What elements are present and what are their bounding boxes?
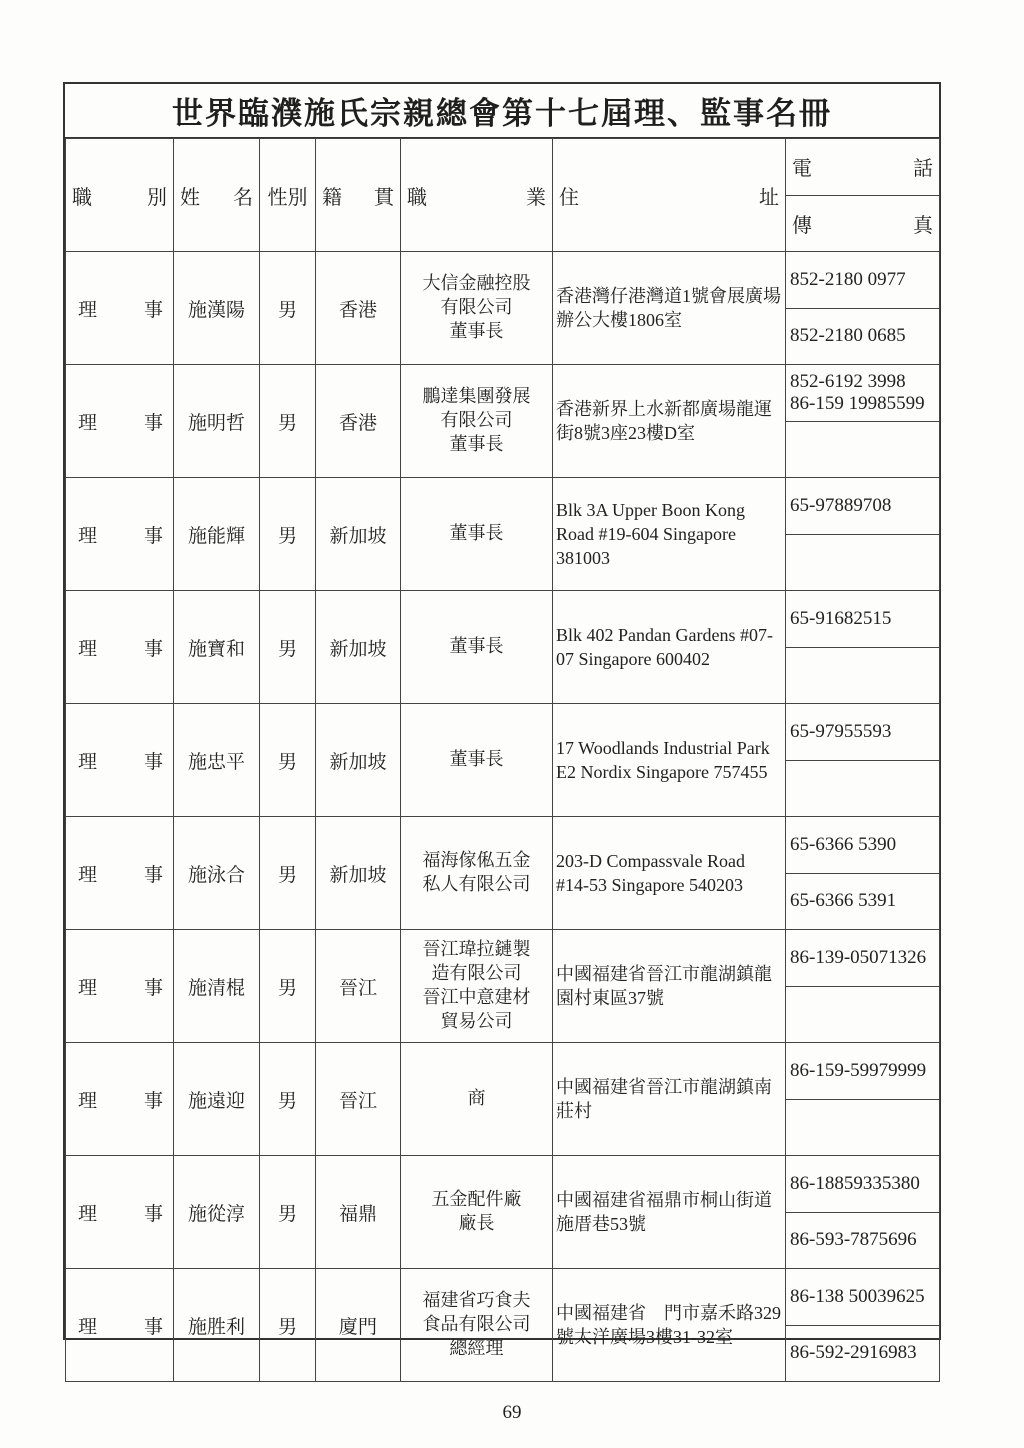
phone-fax-cell xyxy=(786,1156,940,1269)
fax-value xyxy=(786,761,939,817)
table-row xyxy=(66,478,940,591)
role-cell: 理 事 xyxy=(66,1043,174,1156)
phone-value: 65-97889708 xyxy=(786,478,939,535)
occupation-cell: 晉江瑋拉鏈製 造有限公司 晉江中意建材 貿易公司 xyxy=(401,930,553,1043)
header-fax: 傳 真 xyxy=(792,212,933,237)
phone-value: 65-97955593 xyxy=(786,704,939,761)
table-row xyxy=(66,817,940,930)
roster-sheet xyxy=(63,82,941,1364)
address-cell: Blk 3A Upper Boon Kong Road #19-604 Singapore 381003 xyxy=(553,478,786,591)
header-occupation: 職 業 xyxy=(401,139,553,252)
phone-value: 65-91682515 xyxy=(786,591,939,648)
occupation-cell: 商 xyxy=(401,1043,553,1156)
header-phone: 電 話 xyxy=(786,139,939,196)
role-cell: 理 事 xyxy=(66,1269,174,1382)
address-cell: 203-D Compassvale Road #14-53 Singapore 540203 xyxy=(553,817,786,930)
table-row xyxy=(66,252,940,365)
header-row xyxy=(66,139,940,252)
origin-cell: 新加坡 xyxy=(316,704,401,817)
name-cell: 施漢陽 xyxy=(174,252,260,365)
origin-cell: 廈門 xyxy=(316,1269,401,1382)
name-cell: 施寶和 xyxy=(174,591,260,704)
gender-cell: 男 xyxy=(260,1156,316,1269)
table-row xyxy=(66,704,940,817)
role-cell: 理 事 xyxy=(66,478,174,591)
name-cell: 施從淳 xyxy=(174,1156,260,1269)
origin-cell: 新加坡 xyxy=(316,591,401,704)
gender-cell: 男 xyxy=(260,704,316,817)
header-role: 職 別 xyxy=(66,139,174,252)
phone-fax-cell xyxy=(786,930,940,1043)
phone-fax-cell xyxy=(786,591,940,704)
role-cell: 理 事 xyxy=(66,704,174,817)
gender-cell: 男 xyxy=(260,1043,316,1156)
header-address: 住 址 xyxy=(553,139,786,252)
occupation-cell: 董事長 xyxy=(401,704,553,817)
occupation-cell: 董事長 xyxy=(401,591,553,704)
role-cell: 理 事 xyxy=(66,365,174,478)
gender-cell: 男 xyxy=(260,478,316,591)
name-cell: 施忠平 xyxy=(174,704,260,817)
origin-cell: 新加坡 xyxy=(316,478,401,591)
occupation-cell: 福海傢俬五金 私人有限公司 xyxy=(401,817,553,930)
phone-fax-cell xyxy=(786,478,940,591)
address-cell: Blk 402 Pandan Gardens #07-07 Singapore 600402 xyxy=(553,591,786,704)
fax-value xyxy=(786,1100,939,1156)
header-gender: 性別 xyxy=(260,139,316,252)
fax-value: 65-6366 5391 xyxy=(790,890,897,912)
address-cell: 中國福建省晉江市龍湖鎮龍園村東區37號 xyxy=(553,930,786,1043)
occupation-cell: 福建省巧食夫 食品有限公司 總經理 xyxy=(401,1269,553,1382)
header-name: 姓 名 xyxy=(174,139,260,252)
table-row xyxy=(66,1269,940,1382)
gender-cell: 男 xyxy=(260,365,316,478)
origin-cell: 晉江 xyxy=(316,1043,401,1156)
fax-value xyxy=(786,987,939,1043)
fax-value xyxy=(786,422,939,478)
phone-fax-cell xyxy=(786,817,940,930)
table-row xyxy=(66,1156,940,1269)
role-cell: 理 事 xyxy=(66,817,174,930)
name-cell: 施遠迎 xyxy=(174,1043,260,1156)
gender-cell: 男 xyxy=(260,1269,316,1382)
page-title: 世界臨濮施氏宗親總會第十七屆理、監事名冊 xyxy=(65,84,939,138)
address-cell: 中國福建省晉江市龍湖鎮南莊村 xyxy=(553,1043,786,1156)
role-cell: 理 事 xyxy=(66,930,174,1043)
fax-value: 86-593-7875696 xyxy=(790,1229,917,1251)
name-cell: 施胜利 xyxy=(174,1269,260,1382)
phone-value: 852-2180 0977 xyxy=(786,252,939,309)
occupation-cell: 董事長 xyxy=(401,478,553,591)
origin-cell: 晉江 xyxy=(316,930,401,1043)
fax-value: 86-592-2916983 xyxy=(790,1342,917,1364)
table-row xyxy=(66,365,940,478)
phone-value: 852-6192 3998 86-159 19985599 xyxy=(786,365,939,422)
occupation-cell: 鵬達集團發展 有限公司 董事長 xyxy=(401,365,553,478)
occupation-cell: 五金配件廠 廠長 xyxy=(401,1156,553,1269)
phone-fax-cell xyxy=(786,704,940,817)
phone-value: 65-6366 5390 xyxy=(786,817,939,874)
roster-table xyxy=(65,138,940,1382)
origin-cell: 福鼎 xyxy=(316,1156,401,1269)
address-cell: 香港灣仔港灣道1號會展廣場辦公大樓1806室 xyxy=(553,252,786,365)
table-row xyxy=(66,1043,940,1156)
address-cell: 17 Woodlands Industrial Park E2 Nordix Singapore 757455 xyxy=(553,704,786,817)
header-phone-fax xyxy=(786,139,940,252)
name-cell: 施清棍 xyxy=(174,930,260,1043)
role-cell: 理 事 xyxy=(66,591,174,704)
page-number: 69 xyxy=(502,1402,522,1423)
fax-value xyxy=(786,648,939,704)
address-cell: 中國福建省福鼎市桐山街道施厝巷53號 xyxy=(553,1156,786,1269)
origin-cell: 新加坡 xyxy=(316,817,401,930)
gender-cell: 男 xyxy=(260,817,316,930)
phone-fax-cell xyxy=(786,1043,940,1156)
origin-cell: 香港 xyxy=(316,252,401,365)
address-cell: 香港新界上水新都廣場龍運街8號3座23樓D室 xyxy=(553,365,786,478)
phone-value: 86-139-05071326 xyxy=(786,930,939,987)
role-cell: 理 事 xyxy=(66,1156,174,1269)
phone-fax-cell xyxy=(786,365,940,478)
name-cell: 施能輝 xyxy=(174,478,260,591)
gender-cell: 男 xyxy=(260,252,316,365)
phone-value: 86-18859335380 xyxy=(786,1156,939,1213)
name-cell: 施明哲 xyxy=(174,365,260,478)
header-origin: 籍 貫 xyxy=(316,139,401,252)
table-row xyxy=(66,930,940,1043)
table-row xyxy=(66,591,940,704)
phone-fax-cell xyxy=(786,1269,940,1382)
phone-value: 86-138 50039625 xyxy=(786,1269,939,1326)
origin-cell: 香港 xyxy=(316,365,401,478)
gender-cell: 男 xyxy=(260,930,316,1043)
fax-value xyxy=(786,535,939,591)
name-cell: 施泳合 xyxy=(174,817,260,930)
phone-value: 86-159-59979999 xyxy=(786,1043,939,1100)
address-cell: 中國福建省 門市嘉禾路329號太洋廣場3樓31-32室 xyxy=(553,1269,786,1382)
occupation-cell: 大信金融控股 有限公司 董事長 xyxy=(401,252,553,365)
fax-value: 852-2180 0685 xyxy=(790,325,906,347)
gender-cell: 男 xyxy=(260,591,316,704)
phone-fax-cell xyxy=(786,252,940,365)
role-cell: 理 事 xyxy=(66,252,174,365)
